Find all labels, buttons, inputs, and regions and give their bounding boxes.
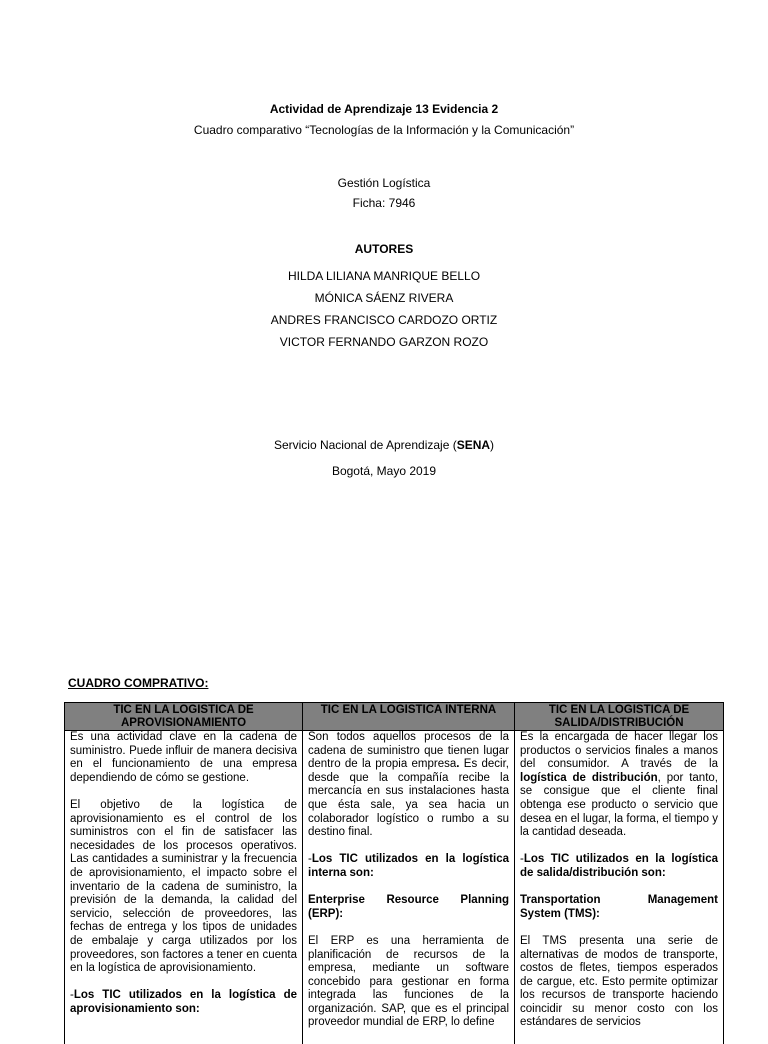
table-cell-aprovisionamiento bbox=[65, 731, 303, 1044]
institution-acronym: SENA bbox=[456, 438, 491, 452]
document-title: Actividad de Aprendizaje 13 Evidencia 2 bbox=[269, 102, 499, 116]
author-name: VICTOR FERNANDO GARZON ROZO bbox=[279, 335, 489, 349]
cell-paragraph: -Los TIC utilizados en la logística de salida/distribución son: bbox=[520, 853, 718, 879]
cell-paragraph: Transportation Management System (TMS): bbox=[520, 894, 718, 920]
place-date: Bogotá, Mayo 2019 bbox=[331, 464, 437, 478]
column-header: TIC EN LA LOGISTICA INTERNA bbox=[303, 703, 515, 731]
cell-paragraph: -Los TIC utilizados en la logística interna son: bbox=[308, 853, 509, 879]
comparison-table bbox=[64, 702, 724, 1044]
comparison-heading: CUADRO COMPRATIVO: bbox=[68, 676, 209, 690]
cell-paragraph: El TMS presenta una serie de alternativas de modos de transporte, costos de fletes, tiempos esperados de cargue, etc. Esto permite optimizar los recursos de transporte haciendo coincidir su menor costo con los estándares de servicios bbox=[520, 934, 718, 1029]
column-header: TIC EN LA LOGISTICA DE SALIDA/DISTRIBUCIÓN bbox=[515, 703, 724, 731]
cell-paragraph: El ERP es una herramienta de planificación de recursos de la empresa, mediante un software concebido para gestionar en forma integrada las funciones de la organización. SAP, que es el principal proveedor mundial de ERP, lo define bbox=[308, 934, 509, 1029]
ficha-number: Ficha: 7946 bbox=[352, 196, 416, 210]
table-cell-interna bbox=[303, 731, 515, 1044]
table-cell-distribucion bbox=[515, 731, 724, 1044]
cell-paragraph: El objetivo de la logística de aprovisionamiento es el control de los suministros con el fin de satisfacer las necesidades de los procesos operativos. Las cantidades a suministrar y la frecuencia de aprovisionamiento, el impacto sobre el inventario de la cadena de suministro, la previsión de la demanda, la calidad del servicio, selección de proveedores, las fechas de entrega y los tipos de unidades de embalaje y carga utilizados por los proveedores, son factores a tener en cuenta en la logística de aprovisionamiento. bbox=[70, 798, 297, 975]
authors-heading: AUTORES bbox=[354, 242, 414, 256]
program-name: Gestión Logística bbox=[337, 176, 431, 190]
cell-paragraph: -Los TIC utilizados en la logística de aprovisionamiento son: bbox=[70, 989, 297, 1015]
document-subtitle: Cuadro comparativo “Tecnologías de la Información y la Comunicación” bbox=[193, 123, 575, 137]
cell-paragraph: Es la encargada de hacer llegar los productos o servicios finales a manos del consumidor. A través de la logística de distribución, por tanto, se consigue que el cliente final obtenga ese producto o servicio que desea en el lugar, la forma, el tiempo y la cantidad deseada. bbox=[520, 731, 718, 839]
cell-paragraph: Son todos aquellos procesos de la cadena de suministro que tienen lugar dentro de la propia empresa. Es decir, desde que la compañía recibe la mercancía en sus instalaciones hasta que ésta sale, ya sea hacia un colaborador logístico o rumbo a su destino final. bbox=[308, 731, 509, 839]
table-header-row bbox=[65, 703, 724, 731]
author-name: MÓNICA SÁENZ RIVERA bbox=[314, 291, 454, 305]
institution-name: Servicio Nacional de Aprendizaje (SENA) bbox=[273, 438, 495, 452]
author-name: HILDA LILIANA MANRIQUE BELLO bbox=[287, 269, 481, 283]
author-name: ANDRES FRANCISCO CARDOZO ORTIZ bbox=[270, 313, 498, 327]
cell-paragraph: Es una actividad clave en la cadena de suministro. Puede influir de manera decisiva en el funcionamiento de una empresa dependiendo de cómo se gestione. bbox=[70, 731, 297, 784]
table-row bbox=[65, 731, 724, 1044]
cell-paragraph: Enterprise Resource Planning (ERP): bbox=[308, 894, 509, 920]
column-header: TIC EN LA LOGISTICA DE APROVISIONAMIENTO bbox=[65, 703, 303, 731]
